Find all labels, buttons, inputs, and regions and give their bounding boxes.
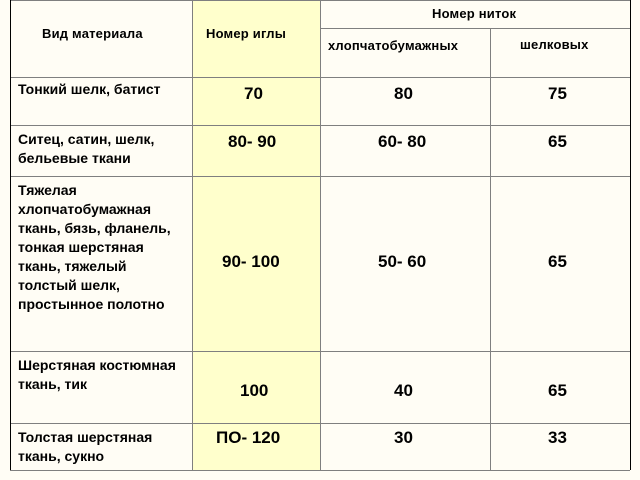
silk-thread-value: 65 xyxy=(548,252,567,271)
material-cell: Толстая шерстяная ткань, сукно xyxy=(18,429,153,464)
material-cell: Шерстяная костюмная ткань, тик xyxy=(18,357,176,392)
rule xyxy=(10,0,11,470)
material-cell: Тяжелая хлопчатобумажная ткань, бязь, фланель, тонкая шерстяная ткань, тяжелый толстый шелк, простынное полотно xyxy=(18,182,171,312)
cotton-thread-value: 60- 80 xyxy=(378,132,427,151)
rule xyxy=(10,470,630,471)
silk-thread-value: 33 xyxy=(548,428,567,447)
header-needle: Номер иглы xyxy=(206,26,286,41)
cotton-thread-value: 40 xyxy=(394,381,413,400)
header-cotton: хлопчатобумажных xyxy=(328,38,459,53)
needle-value: ПО- 120 xyxy=(216,428,281,447)
material-cell: Ситец, сатин, шелк, бельевые ткани xyxy=(18,131,155,166)
needle-value: 90- 100 xyxy=(222,252,280,271)
rule xyxy=(320,0,321,470)
material-cell: Тонкий шелк, батист xyxy=(18,81,161,97)
rule xyxy=(630,0,631,470)
rule xyxy=(320,28,630,29)
needle-value: 80- 90 xyxy=(228,132,277,151)
silk-thread-value: 75 xyxy=(548,84,567,103)
silk-thread-value: 65 xyxy=(548,381,567,400)
needle-value: 70 xyxy=(244,84,263,103)
header-silk: шелковых xyxy=(520,37,589,52)
cotton-thread-value: 30 xyxy=(394,428,413,447)
silk-thread-value: 65 xyxy=(548,132,567,151)
rule xyxy=(490,28,491,470)
cotton-thread-value: 50- 60 xyxy=(378,252,427,271)
rule xyxy=(192,0,193,470)
header-material: Вид материала xyxy=(42,26,143,41)
cotton-thread-value: 80 xyxy=(394,84,413,103)
needle-value: 100 xyxy=(240,381,269,400)
header-thread: Номер ниток xyxy=(432,6,517,21)
